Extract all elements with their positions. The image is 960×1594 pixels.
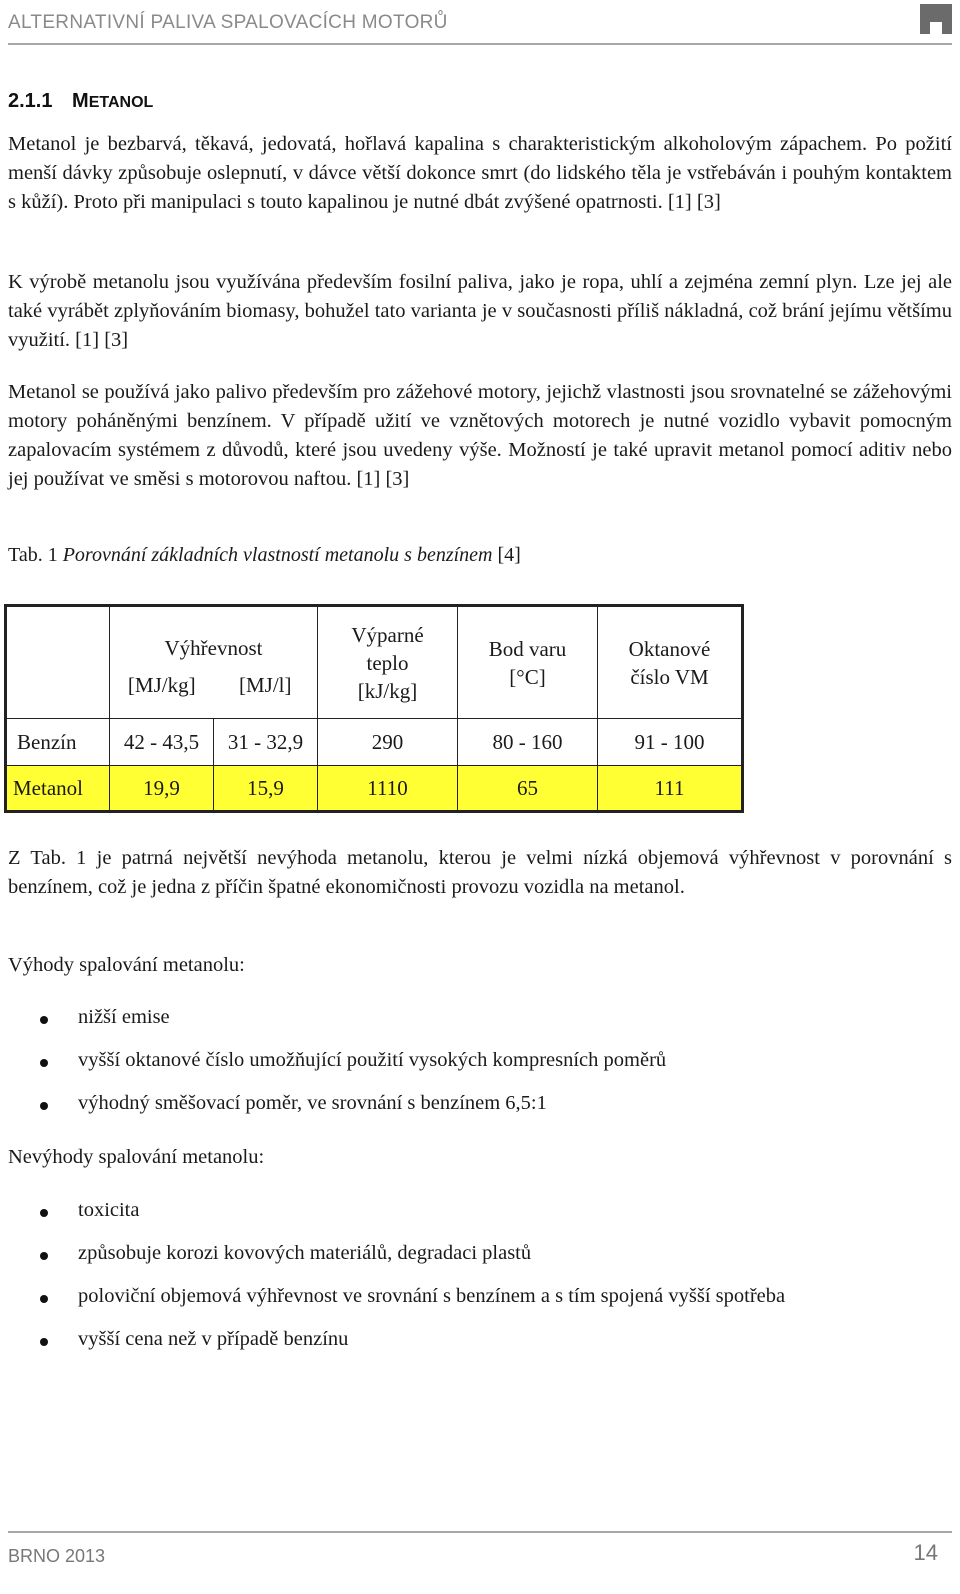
header-evaporation-heat-line1: Výparné	[351, 622, 424, 647]
header-boiling-point-line2: [°C]	[509, 664, 546, 689]
header-boiling-point	[458, 606, 598, 719]
bullet-icon	[40, 1102, 48, 1110]
table-caption-title: Porovnání základních vlastností metanolu s	[62, 544, 417, 566]
advantages-label: Výhody spalování metanolu:	[8, 954, 245, 976]
row-name: Benzín	[6, 719, 110, 766]
row-name: Metanol	[6, 766, 110, 812]
list-item-text: způsobuje korozi kovových materiálů, degradaci plastů	[78, 1242, 532, 1264]
list-item-text: toxicita	[78, 1199, 140, 1221]
cell-heating-value-mass: 19,9	[110, 766, 214, 812]
bullet-icon	[40, 1016, 48, 1024]
cell-heating-value-volume: 31 - 32,9	[214, 719, 318, 766]
header-evaporation-heat-line3: [kJ/kg]	[357, 678, 418, 703]
header-heating-value: Výhřevnost	[110, 606, 318, 670]
table-caption-prefix: Tab. 1	[8, 544, 63, 566]
header-octane-number-line1: Oktanové	[628, 636, 711, 661]
list-item-text: poloviční objemová výhřevnost ve srovnání s benzínem a s tím spojená vyšší spotřeba	[78, 1285, 786, 1307]
list-item-text: vyšší oktanové číslo umožňující použití vysokých kompresních poměrů	[78, 1049, 667, 1071]
cell-octane-number: 111	[598, 766, 743, 812]
bullet-icon	[40, 1252, 48, 1260]
table-caption	[8, 544, 521, 567]
cell-heating-value-volume: 15,9	[214, 766, 318, 812]
cell-evaporation-heat: 290	[318, 719, 458, 766]
list-item-text: výhodný směšovací poměr, ve srovnání s benzínem 6,5:1	[78, 1092, 547, 1114]
footer-divider	[8, 1531, 952, 1533]
table-header-empty	[6, 606, 110, 719]
header-evaporation-heat	[318, 606, 458, 719]
cell-heating-value-mass: 42 - 43,5	[110, 719, 214, 766]
table-row	[6, 719, 743, 766]
section-title-initial: M	[72, 90, 89, 112]
table-caption-ref: [4]	[492, 544, 521, 566]
header-unit-mass: [MJ/kg]	[110, 669, 214, 719]
section-heading	[8, 90, 153, 113]
page-header	[0, 0, 960, 50]
header-evaporation-heat-line2: teplo	[366, 650, 409, 675]
bullet-icon	[40, 1295, 48, 1303]
cell-octane-number: 91 - 100	[598, 719, 743, 766]
table-header-row	[6, 606, 743, 670]
list-item-text: vyšší cena než v případě benzínu	[78, 1328, 349, 1350]
table-caption-title-end: benzínem	[416, 544, 493, 566]
cell-evaporation-heat: 1110	[318, 766, 458, 812]
paragraph-usage: Metanol se používá jako palivo především pro zážehové motory, jejichž vlastnosti jsou srovnatelné se zážehovými motory poháněnými benzínem. V případě užití ve vznětových motorech je nutné vozidlo vybavit pomocným zapalovacím systémem z důvodů, které jsou uvedeny výše. Možností je také upravit metanol pomocí aditiv nebo jej používat ve směsi s motorovou naftou. [1] [3]	[8, 381, 952, 490]
header-title: ALTERNATIVNÍ PALIVA SPALOVACÍCH MOTORŮ	[8, 12, 448, 33]
comparison-table	[4, 604, 744, 813]
header-boiling-point-line1: Bod varu	[488, 636, 567, 661]
header-octane-number-line2: číslo VM	[630, 664, 709, 689]
page-number: 14	[913, 1540, 938, 1565]
section-title-rest: ETANOL	[88, 94, 154, 111]
footer-location-year: BRNO 2013	[8, 1546, 106, 1566]
bullet-icon	[40, 1338, 48, 1346]
header-divider	[8, 43, 952, 45]
list-item-text: nižší emise	[78, 1006, 170, 1028]
section-number: 2.1.1	[8, 90, 53, 112]
header-unit-volume: [MJ/l]	[214, 669, 318, 719]
paragraph-table-summary: Z Tab. 1 je patrná největší nevýhoda metanolu, kterou je velmi nízká objemová výhřevnost v porovnání s benzínem, což je jedna z příčin špatné ekonomičnosti provozu vozidla na metanol.	[8, 847, 952, 898]
bullet-icon	[40, 1209, 48, 1217]
cell-boiling-point: 80 - 160	[458, 719, 598, 766]
header-octane-number	[598, 606, 743, 719]
university-logo-icon	[920, 4, 952, 34]
paragraph-properties: Metanol je bezbarvá, těkavá, jedovatá, hořlavá kapalina s charakteristickým alkoholovým zápachem. Po požití menší dávky způsobuje oslepnutí, v dávce větší dokonce smrt (do lidského těla je vstřebáván i pouhým kontaktem s kůží). Proto při manipulaci s touto kapalinou je nutné dbát zvýšené opatrnosti. [1] [3]	[8, 133, 952, 213]
bullet-icon	[40, 1059, 48, 1067]
section-title	[72, 90, 153, 112]
paragraph-production: K výrobě metanolu jsou využívána především fosilní paliva, jako je ropa, uhlí a zejména zemní plyn. Lze jej ale také vyrábět zplyňováním biomasy, bohužel tato varianta je v současnosti příliš nákladná, což brání jejímu většímu využití. [1] [3]	[8, 271, 952, 351]
cell-boiling-point: 65	[458, 766, 598, 812]
disadvantages-label: Nevýhody spalování metanolu:	[8, 1146, 265, 1168]
table-row-highlighted	[6, 766, 743, 812]
